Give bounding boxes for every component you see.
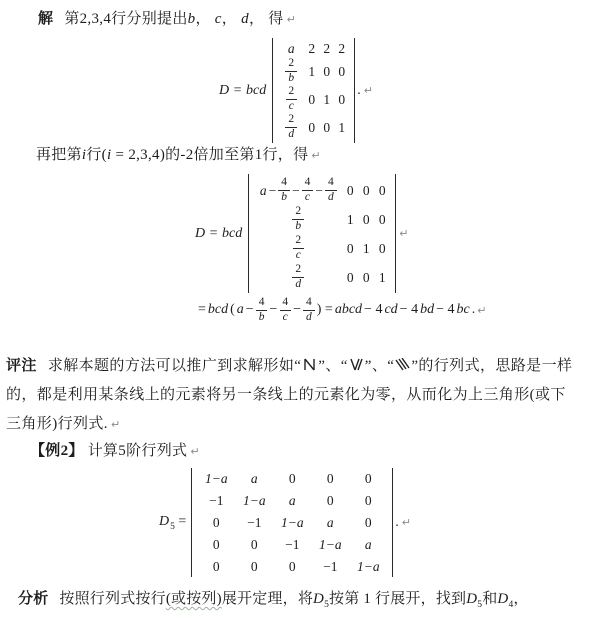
var-c: c: [214, 11, 222, 27]
comment-label: 评注: [6, 358, 37, 374]
fraction: [325, 177, 337, 203]
matrix-cell: 0: [364, 515, 372, 530]
matrix-cell: 1−a: [204, 471, 228, 486]
paragraph-mark-icon: ↵: [477, 303, 487, 317]
matrix-cell: 2: [308, 41, 316, 56]
matrix-cell: 2: [323, 41, 331, 56]
fraction-denominator: d: [303, 310, 315, 324]
var-a: a: [236, 302, 244, 317]
subscript-4: 4: [508, 600, 514, 610]
matrix-cell: 0: [378, 182, 386, 198]
matrix-cell: a: [250, 471, 258, 486]
matrix-cell: a: [287, 41, 295, 56]
subscript-5: 5: [324, 600, 330, 610]
fraction-denominator: b: [292, 219, 304, 233]
fraction-numerator: 4: [281, 176, 287, 188]
matrix-cell: 0: [378, 240, 386, 256]
equals-sign: =: [233, 82, 242, 98]
matrix-cell: 0: [288, 559, 296, 574]
matrix-cell: 0: [288, 471, 296, 486]
term-cd: cd: [384, 302, 398, 317]
fraction-denominator: b: [278, 190, 290, 204]
equals-sign: ) =: [316, 302, 333, 317]
equation-3: [158, 468, 411, 577]
matrix-cell: 0: [308, 119, 316, 135]
fraction-denominator: c: [280, 310, 291, 324]
matrix-cell: 1: [378, 269, 386, 285]
subscript-5: 5: [477, 600, 483, 610]
analysis-paragraph: [18, 588, 596, 616]
matrix-cell: −1: [209, 493, 224, 508]
fraction-denominator: d: [285, 127, 297, 141]
open-paren: (: [230, 302, 235, 317]
fraction-numerator: 2: [295, 205, 302, 217]
determinant-matrix-3: [191, 468, 393, 577]
matrix-cell: 0: [364, 471, 372, 486]
fraction: [278, 177, 290, 203]
var-D: D: [159, 513, 170, 529]
matrix-cell: 0: [326, 493, 334, 508]
separator: ，: [221, 11, 242, 27]
paragraph-mark-icon: ↵: [399, 227, 409, 240]
fraction: [303, 297, 315, 323]
matrix-cell: 1−a: [318, 537, 342, 552]
matrix-cell: 1: [338, 119, 346, 135]
fraction: [285, 86, 297, 112]
grammar-check-underline: (或按列): [165, 591, 222, 607]
fraction-denominator: c: [302, 190, 313, 204]
matrix-cell: 0: [378, 211, 386, 227]
fraction-numerator: 4: [327, 176, 334, 188]
fraction: [256, 297, 268, 323]
determinant-pattern-antidiagonal-icon: [349, 358, 364, 371]
minus-4: − 4: [436, 302, 455, 317]
comment-paragraph: [6, 352, 580, 439]
fraction-denominator: d: [325, 190, 337, 204]
matrix-cell: −1: [247, 515, 262, 530]
matrix-cell: 1: [308, 63, 316, 79]
fraction: [292, 235, 304, 261]
fraction-denominator: c: [293, 248, 304, 262]
example2-label: 【例2】: [30, 443, 84, 459]
matrix-cell: 0: [250, 559, 258, 574]
var-D: D: [219, 82, 230, 98]
analysis-text: 和: [482, 591, 498, 607]
matrix-cell: −1: [285, 537, 300, 552]
fraction: [292, 264, 304, 290]
matrix-cell: 1: [362, 240, 370, 256]
determinant-matrix-2: [248, 174, 396, 293]
matrix-cell: 0: [362, 269, 370, 285]
matrix-cell: 1−a: [280, 515, 304, 530]
var-D: D: [466, 591, 478, 607]
var-D: D: [497, 591, 509, 607]
fraction-numerator: 2: [288, 57, 295, 69]
matrix-cell: 0: [323, 63, 331, 79]
analysis-text: 按照行列式按行: [59, 591, 166, 607]
fraction-numerator: 2: [288, 85, 295, 97]
separator: ，: [195, 11, 215, 27]
equals-sign: =: [178, 513, 187, 529]
matrix-cell: a: [364, 537, 372, 552]
var-b: b: [187, 11, 196, 27]
minus-sign: −: [315, 182, 323, 198]
minus-sign: −: [291, 182, 300, 198]
quote-separator: ”、“: [364, 358, 395, 374]
fraction: [285, 58, 297, 84]
equation-2: [194, 174, 408, 293]
solution-label: 解: [38, 11, 54, 27]
matrix-cell: 0: [338, 63, 346, 79]
fraction: [302, 177, 314, 203]
fraction-numerator: 4: [258, 296, 265, 308]
minus-4: − 4: [399, 302, 419, 317]
comment-text: 求解本题的方法可以推广到求解形如“: [47, 358, 302, 374]
var-i: i: [81, 147, 87, 163]
matrix-cell: 0: [250, 537, 258, 552]
matrix-cell: 0: [346, 182, 354, 198]
var-D: D: [313, 591, 325, 607]
coef-bcd: bcd: [207, 302, 229, 317]
step-text: 行(: [86, 147, 107, 163]
paragraph-mark-icon: ↵: [311, 149, 321, 162]
var-D: D: [195, 225, 206, 241]
example2-text: 计算5阶行列式: [87, 443, 188, 459]
solution-text: 第2,3,4行分别提出: [64, 11, 188, 27]
minus-4: − 4: [364, 302, 383, 317]
step-text: 再把第: [36, 147, 82, 163]
period: .: [357, 82, 361, 98]
solution-text-tail: ， 得: [248, 11, 284, 27]
fraction-denominator: b: [256, 310, 268, 324]
paragraph-mark-icon: ↵: [286, 13, 296, 26]
matrix-cell: 1−a: [356, 559, 380, 574]
matrix-cell: 0: [346, 269, 354, 285]
paragraph-mark-icon: ↵: [401, 516, 411, 529]
analysis-label: 分析: [18, 591, 49, 607]
term-bc: bc: [456, 302, 470, 317]
analysis-text: 按第 1 行展开，找到: [329, 591, 467, 607]
equals-sign: =: [209, 225, 218, 241]
equation-1: [218, 38, 373, 143]
step-text-tail: = 2,3,4)的-2倍加至第1行，得: [111, 147, 309, 163]
coef-bcd: bcd: [222, 225, 243, 241]
period: .: [395, 514, 399, 530]
equation-1-lhs: [218, 83, 267, 99]
fraction-denominator: b: [285, 71, 297, 85]
solution-paragraph: [38, 8, 296, 31]
fraction-denominator: c: [286, 99, 297, 113]
fraction-numerator: 2: [288, 113, 295, 125]
fraction: [285, 114, 297, 140]
paragraph-mark-icon: ↵: [190, 445, 200, 458]
example2-paragraph: [30, 440, 200, 463]
paragraph-mark-icon: ↵: [363, 84, 373, 97]
step-paragraph: [36, 144, 321, 167]
matrix-cell: 0: [326, 471, 334, 486]
matrix-cell: 0: [212, 559, 220, 574]
fraction-numerator: 4: [282, 296, 289, 308]
matrix-cell: 1: [346, 211, 354, 227]
result-line: [197, 297, 487, 323]
determinant-pattern-three-diagonals-icon: [395, 358, 410, 371]
matrix-cell: 1: [323, 91, 331, 107]
paragraph-mark-icon: ↵: [110, 418, 121, 431]
matrix-cell: 2: [338, 41, 346, 56]
matrix-cell: 1−a: [242, 493, 266, 508]
matrix-cell: 0: [362, 211, 370, 227]
minus-sign: −: [268, 182, 277, 198]
minus-sign: −: [245, 302, 254, 317]
fraction-numerator: 2: [295, 234, 302, 246]
fraction-numerator: 4: [306, 296, 312, 308]
minus-sign: −: [293, 302, 302, 317]
matrix-cell: −1: [323, 559, 338, 574]
analysis-text-tail: ，: [513, 591, 529, 607]
comment-text-tail: ”的行列式，思路是一样的，都是利用某条线上的元素将另一条线上的元素化为零，从而化为上三角形(或下三角形)行列式.: [6, 358, 573, 432]
quote-separator: ”、“: [318, 358, 348, 374]
fraction: [292, 206, 304, 232]
matrix-cell: 0: [364, 493, 372, 508]
matrix-cell: a: [326, 515, 334, 530]
fraction: [279, 297, 291, 323]
equation-3-lhs: [158, 514, 186, 532]
fraction-denominator: d: [292, 277, 304, 291]
fraction-numerator: 2: [295, 263, 302, 275]
period: .: [471, 302, 476, 317]
determinant-pattern-diagonal-icon: [302, 358, 317, 371]
term-bd: bd: [420, 302, 435, 317]
matrix-cell: 0: [212, 537, 220, 552]
equals-sign: =: [198, 302, 206, 317]
matrix-cell: 0: [323, 119, 331, 135]
matrix-cell: 0: [338, 91, 346, 107]
matrix-cell: a: [288, 493, 296, 508]
matrix-cell-expression: [260, 177, 337, 203]
matrix-cell: 0: [308, 91, 316, 107]
var-a: a: [259, 182, 267, 198]
matrix-cell: 0: [362, 182, 370, 198]
determinant-matrix-1: [272, 38, 355, 143]
analysis-text: 展开定理，将: [221, 591, 314, 607]
var-i: i: [106, 147, 112, 163]
subscript-5: 5: [170, 521, 175, 532]
term-abcd: abcd: [334, 302, 363, 317]
matrix-cell: 0: [212, 515, 220, 530]
minus-sign: −: [269, 302, 278, 317]
fraction-numerator: 4: [304, 176, 311, 188]
var-d: d: [241, 11, 249, 27]
matrix-cell: 0: [346, 240, 354, 256]
equation-2-lhs: [194, 226, 243, 242]
coef-bcd: bcd: [246, 82, 267, 98]
